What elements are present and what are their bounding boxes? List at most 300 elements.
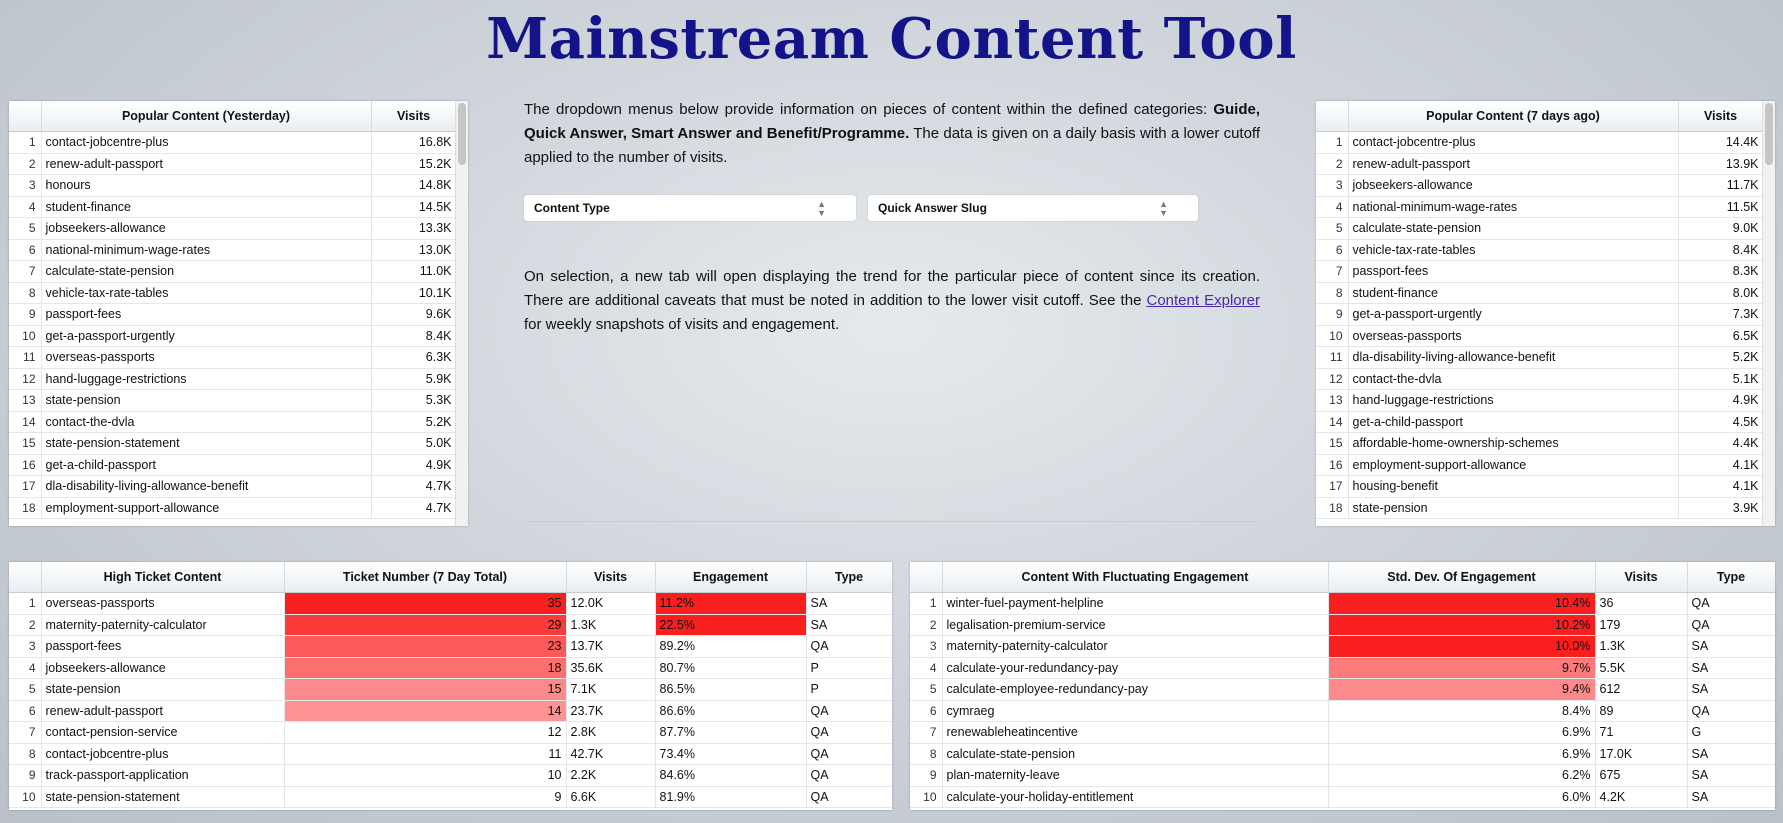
visits-value: 7.1K <box>566 679 655 701</box>
row-index: 10 <box>9 786 41 808</box>
popular-7days-table <box>1316 101 1764 519</box>
visits-value: 179 <box>1595 614 1687 636</box>
high-ticket-panel[interactable] <box>9 562 892 810</box>
visits-value: 71 <box>1595 722 1687 744</box>
note-part2: for weekly snapshots of visits and engagement. <box>524 316 840 333</box>
engagement-value: 87.7% <box>655 722 806 744</box>
visits-value: 11.5K <box>1678 196 1763 218</box>
std-dev-value: 6.9% <box>1328 743 1595 765</box>
content-slug[interactable]: contact-jobcentre-plus <box>41 132 371 154</box>
visits-value: 17.0K <box>1595 743 1687 765</box>
content-slug[interactable]: contact-the-dvla <box>41 411 371 433</box>
type-header[interactable]: Type <box>1687 562 1775 593</box>
visits-value: 9.6K <box>371 304 456 326</box>
visits-value: 3.9K <box>1678 497 1763 519</box>
table-row[interactable] <box>9 368 456 390</box>
row-index: 11 <box>1316 347 1348 369</box>
visits-header[interactable]: Visits <box>371 101 456 132</box>
std-dev-value: 10.0% <box>1328 636 1595 658</box>
visits-value: 35.6K <box>566 657 655 679</box>
type-value: SA <box>1687 743 1775 765</box>
content-slug[interactable]: hand-luggage-restrictions <box>1348 390 1678 412</box>
visits-value: 6.5K <box>1678 325 1763 347</box>
content-slug[interactable]: plan-maternity-leave <box>942 765 1328 787</box>
table-row[interactable] <box>9 497 456 519</box>
scrollbar[interactable] <box>1762 101 1775 526</box>
engagement-value: 89.2% <box>655 636 806 658</box>
type-value: QA <box>806 765 892 787</box>
intro-text <box>524 98 1260 170</box>
content-slug[interactable]: employment-support-allowance <box>1348 454 1678 476</box>
ticket-number: 35 <box>284 593 566 615</box>
row-index: 10 <box>9 325 41 347</box>
popular-yesterday-header[interactable]: Popular Content (Yesterday) <box>41 101 371 132</box>
table-row[interactable] <box>1316 325 1763 347</box>
row-index: 17 <box>1316 476 1348 498</box>
content-slug[interactable]: get-a-passport-urgently <box>41 325 371 347</box>
table-row[interactable] <box>1316 411 1763 433</box>
table-row[interactable] <box>9 261 456 283</box>
row-index: 9 <box>9 304 41 326</box>
row-index: 10 <box>910 786 942 808</box>
row-index: 9 <box>910 765 942 787</box>
scroll-thumb[interactable] <box>1765 103 1773 165</box>
type-value: SA <box>1687 765 1775 787</box>
content-slug[interactable]: honours <box>41 175 371 197</box>
content-slug[interactable]: get-a-child-passport <box>41 454 371 476</box>
content-slug[interactable]: student-finance <box>1348 282 1678 304</box>
row-index: 8 <box>1316 282 1348 304</box>
row-index: 3 <box>9 175 41 197</box>
engagement-value: 86.6% <box>655 700 806 722</box>
content-slug[interactable]: jobseekers-allowance <box>41 657 284 679</box>
row-index: 8 <box>910 743 942 765</box>
visits-value: 11.0K <box>371 261 456 283</box>
content-slug[interactable]: get-a-passport-urgently <box>1348 304 1678 326</box>
visits-header[interactable]: Visits <box>566 562 655 593</box>
row-index: 5 <box>1316 218 1348 240</box>
content-slug[interactable]: contact-jobcentre-plus <box>1348 132 1678 154</box>
visits-value: 7.3K <box>1678 304 1763 326</box>
visits-value: 8.0K <box>1678 282 1763 304</box>
divider <box>524 521 1260 522</box>
row-index: 2 <box>910 614 942 636</box>
std-dev-value: 10.2% <box>1328 614 1595 636</box>
visits-value: 6.3K <box>371 347 456 369</box>
type-value: SA <box>806 614 892 636</box>
engagement-header[interactable]: Engagement <box>655 562 806 593</box>
visits-value: 13.0K <box>371 239 456 261</box>
visits-value: 14.8K <box>371 175 456 197</box>
content-slug[interactable]: calculate-state-pension <box>1348 218 1678 240</box>
visits-value: 9.0K <box>1678 218 1763 240</box>
content-slug[interactable]: renew-adult-passport <box>41 153 371 175</box>
visits-value: 5.5K <box>1595 657 1687 679</box>
table-row[interactable] <box>910 765 1775 787</box>
content-slug[interactable]: hand-luggage-restrictions <box>41 368 371 390</box>
high-ticket-table <box>9 562 892 808</box>
content-explorer-link[interactable]: Content Explorer <box>1146 292 1260 309</box>
table-row[interactable] <box>9 239 456 261</box>
visits-value: 5.0K <box>371 433 456 455</box>
content-slug[interactable]: housing-benefit <box>1348 476 1678 498</box>
content-slug[interactable]: winter-fuel-payment-helpline <box>942 593 1328 615</box>
type-value: QA <box>806 743 892 765</box>
table-row[interactable] <box>1316 368 1763 390</box>
row-index: 15 <box>1316 433 1348 455</box>
table-row[interactable] <box>9 347 456 369</box>
content-slug[interactable]: state-pension-statement <box>41 433 371 455</box>
table-row[interactable] <box>1316 175 1763 197</box>
visits-value: 4.5K <box>1678 411 1763 433</box>
content-slug[interactable]: calculate-your-holiday-entitlement <box>942 786 1328 808</box>
content-slug[interactable]: vehicle-tax-rate-tables <box>1348 239 1678 261</box>
popular-yesterday-table <box>9 101 457 519</box>
slug-value: Quick Answer Slug <box>878 201 987 215</box>
visits-value: 4.7K <box>371 476 456 498</box>
table-row[interactable] <box>1316 282 1763 304</box>
content-slug[interactable]: contact-pension-service <box>41 722 284 744</box>
table-row[interactable] <box>1316 347 1763 369</box>
content-slug[interactable]: renew-adult-passport <box>1348 153 1678 175</box>
visits-value: 11.7K <box>1678 175 1763 197</box>
row-index: 14 <box>9 411 41 433</box>
visits-value: 5.2K <box>1678 347 1763 369</box>
ticket-number: 14 <box>284 700 566 722</box>
table-row[interactable] <box>1316 153 1763 175</box>
visits-value: 13.3K <box>371 218 456 240</box>
content-slug[interactable]: track-passport-application <box>41 765 284 787</box>
content-slug[interactable]: calculate-employee-redundancy-pay <box>942 679 1328 701</box>
content-slug[interactable]: vehicle-tax-rate-tables <box>41 282 371 304</box>
type-value: SA <box>1687 636 1775 658</box>
row-index: 6 <box>1316 239 1348 261</box>
table-row[interactable] <box>9 700 892 722</box>
type-value: QA <box>1687 700 1775 722</box>
content-type-value: Content Type <box>534 201 610 215</box>
row-index: 4 <box>9 657 41 679</box>
visits-value: 16.8K <box>371 132 456 154</box>
engagement-value: 11.2% <box>655 593 806 615</box>
index-header <box>910 562 942 593</box>
intro-part2: The data is given on a daily basis with a lower cutoff applied to the number of visits. <box>524 125 1260 166</box>
visits-value: 4.1K <box>1678 454 1763 476</box>
engagement-value: 80.7% <box>655 657 806 679</box>
std-dev-header[interactable]: Std. Dev. Of Engagement <box>1328 562 1595 593</box>
table-row[interactable] <box>9 476 456 498</box>
content-slug[interactable]: contact-jobcentre-plus <box>41 743 284 765</box>
visits-header[interactable]: Visits <box>1595 562 1687 593</box>
table-row[interactable] <box>910 786 1775 808</box>
table-row[interactable] <box>9 454 456 476</box>
table-row[interactable] <box>9 657 892 679</box>
ticket-number: 9 <box>284 786 566 808</box>
table-row[interactable] <box>9 411 456 433</box>
table-row[interactable] <box>9 282 456 304</box>
row-index: 3 <box>1316 175 1348 197</box>
table-row[interactable] <box>910 743 1775 765</box>
table-row[interactable] <box>910 636 1775 658</box>
content-slug[interactable]: contact-the-dvla <box>1348 368 1678 390</box>
row-index: 14 <box>1316 411 1348 433</box>
table-row[interactable] <box>1316 261 1763 283</box>
table-row[interactable] <box>9 196 456 218</box>
visits-value: 5.1K <box>1678 368 1763 390</box>
type-value: SA <box>1687 679 1775 701</box>
table-row[interactable] <box>9 325 456 347</box>
row-index: 7 <box>910 722 942 744</box>
type-value: QA <box>806 636 892 658</box>
table-row[interactable] <box>1316 218 1763 240</box>
table-row[interactable] <box>1316 132 1763 154</box>
ticket-number: 23 <box>284 636 566 658</box>
table-row[interactable] <box>1316 476 1763 498</box>
row-index: 2 <box>9 153 41 175</box>
table-row[interactable] <box>9 390 456 412</box>
scrollbar[interactable] <box>455 101 468 526</box>
row-index: 18 <box>9 497 41 519</box>
visits-value: 12.0K <box>566 593 655 615</box>
content-slug[interactable]: overseas-passports <box>41 593 284 615</box>
visits-header[interactable]: Visits <box>1678 101 1763 132</box>
row-index: 1 <box>9 593 41 615</box>
row-index: 16 <box>1316 454 1348 476</box>
visits-value: 13.7K <box>566 636 655 658</box>
row-index: 2 <box>1316 153 1348 175</box>
row-index: 1 <box>9 132 41 154</box>
std-dev-value: 9.7% <box>1328 657 1595 679</box>
row-index: 7 <box>9 261 41 283</box>
content-slug[interactable]: state-pension <box>41 679 284 701</box>
std-dev-value: 6.9% <box>1328 722 1595 744</box>
content-slug[interactable]: overseas-passports <box>1348 325 1678 347</box>
type-value: SA <box>1687 657 1775 679</box>
visits-value: 10.1K <box>371 282 456 304</box>
row-index: 12 <box>1316 368 1348 390</box>
visits-value: 4.7K <box>371 497 456 519</box>
popular-7days-header[interactable]: Popular Content (7 days ago) <box>1348 101 1678 132</box>
table-row[interactable] <box>9 132 456 154</box>
table-row[interactable] <box>1316 196 1763 218</box>
ticket-number: 10 <box>284 765 566 787</box>
row-index: 7 <box>1316 261 1348 283</box>
content-slug[interactable]: passport-fees <box>41 304 371 326</box>
content-slug[interactable]: calculate-state-pension <box>41 261 371 283</box>
fluctuating-header[interactable]: Content With Fluctuating Engagement <box>942 562 1328 593</box>
row-index: 16 <box>9 454 41 476</box>
content-slug[interactable]: state-pension <box>1348 497 1678 519</box>
content-slug[interactable]: passport-fees <box>1348 261 1678 283</box>
high-ticket-header[interactable]: High Ticket Content <box>41 562 284 593</box>
fluctuating-panel[interactable] <box>910 562 1775 810</box>
quick-answer-slug-select[interactable] <box>868 195 1198 221</box>
scroll-thumb[interactable] <box>458 103 466 165</box>
popular-yesterday-panel[interactable] <box>9 101 468 526</box>
content-slug[interactable]: get-a-child-passport <box>1348 411 1678 433</box>
table-row[interactable] <box>910 679 1775 701</box>
ticket-number: 12 <box>284 722 566 744</box>
table-row[interactable] <box>910 593 1775 615</box>
table-row[interactable] <box>9 593 892 615</box>
visits-value: 4.1K <box>1678 476 1763 498</box>
ticket-number-header[interactable]: Ticket Number (7 Day Total) <box>284 562 566 593</box>
type-value: SA <box>806 593 892 615</box>
visits-value: 1.3K <box>1595 636 1687 658</box>
table-row[interactable] <box>1316 433 1763 455</box>
row-index: 13 <box>9 390 41 412</box>
row-index: 3 <box>9 636 41 658</box>
visits-value: 89 <box>1595 700 1687 722</box>
content-slug[interactable]: legalisation-premium-service <box>942 614 1328 636</box>
row-index: 6 <box>9 239 41 261</box>
content-slug[interactable]: cymraeg <box>942 700 1328 722</box>
visits-value: 2.8K <box>566 722 655 744</box>
content-slug[interactable]: calculate-your-redundancy-pay <box>942 657 1328 679</box>
visits-value: 5.3K <box>371 390 456 412</box>
type-value: P <box>806 657 892 679</box>
table-row[interactable] <box>910 657 1775 679</box>
select-arrows-icon: ▲ ▼ <box>817 199 826 218</box>
content-slug[interactable]: state-pension <box>41 390 371 412</box>
row-index: 4 <box>9 196 41 218</box>
row-index: 1 <box>1316 132 1348 154</box>
row-index: 6 <box>910 700 942 722</box>
table-row[interactable] <box>9 304 456 326</box>
content-slug[interactable]: student-finance <box>41 196 371 218</box>
content-slug[interactable]: renewableheatincentive <box>942 722 1328 744</box>
table-row[interactable] <box>9 433 456 455</box>
engagement-value: 84.6% <box>655 765 806 787</box>
engagement-value: 86.5% <box>655 679 806 701</box>
visits-value: 1.3K <box>566 614 655 636</box>
index-header <box>1316 101 1348 132</box>
row-index: 5 <box>9 679 41 701</box>
content-slug[interactable]: calculate-state-pension <box>942 743 1328 765</box>
row-index: 11 <box>9 347 41 369</box>
type-value: G <box>1687 722 1775 744</box>
page-title: Mainstream Content Tool <box>486 6 1297 72</box>
visits-value: 4.4K <box>1678 433 1763 455</box>
visits-value: 13.9K <box>1678 153 1763 175</box>
content-slug[interactable]: dla-disability-living-allowance-benefit <box>1348 347 1678 369</box>
table-row[interactable] <box>9 679 892 701</box>
std-dev-value: 8.4% <box>1328 700 1595 722</box>
select-arrows-icon: ▲ ▼ <box>1159 199 1168 218</box>
std-dev-value: 9.4% <box>1328 679 1595 701</box>
visits-value: 675 <box>1595 765 1687 787</box>
row-index: 2 <box>9 614 41 636</box>
type-value: QA <box>1687 593 1775 615</box>
table-row[interactable] <box>9 614 892 636</box>
content-slug[interactable]: renew-adult-passport <box>41 700 284 722</box>
content-slug[interactable]: maternity-paternity-calculator <box>41 614 284 636</box>
type-value: QA <box>806 786 892 808</box>
index-header <box>9 101 41 132</box>
type-value: SA <box>1687 786 1775 808</box>
table-row[interactable] <box>9 765 892 787</box>
row-index: 18 <box>1316 497 1348 519</box>
table-row[interactable] <box>9 722 892 744</box>
table-row[interactable] <box>9 786 892 808</box>
table-row[interactable] <box>9 636 892 658</box>
table-row[interactable] <box>1316 304 1763 326</box>
row-index: 5 <box>9 218 41 240</box>
content-slug[interactable]: dla-disability-living-allowance-benefit <box>41 476 371 498</box>
row-index: 1 <box>910 593 942 615</box>
ticket-number: 11 <box>284 743 566 765</box>
content-slug[interactable]: national-minimum-wage-rates <box>41 239 371 261</box>
row-index: 17 <box>9 476 41 498</box>
ticket-number: 29 <box>284 614 566 636</box>
table-row[interactable] <box>910 614 1775 636</box>
row-index: 4 <box>1316 196 1348 218</box>
table-row[interactable] <box>9 218 456 240</box>
type-value: P <box>806 679 892 701</box>
row-index: 8 <box>9 282 41 304</box>
content-slug[interactable]: jobseekers-allowance <box>1348 175 1678 197</box>
row-index: 8 <box>9 743 41 765</box>
table-row[interactable] <box>1316 390 1763 412</box>
content-type-select[interactable] <box>524 195 856 221</box>
visits-value: 8.4K <box>371 325 456 347</box>
visits-value: 4.2K <box>1595 786 1687 808</box>
table-row[interactable] <box>9 743 892 765</box>
table-row[interactable] <box>910 722 1775 744</box>
content-slug[interactable]: passport-fees <box>41 636 284 658</box>
content-slug[interactable]: state-pension-statement <box>41 786 284 808</box>
row-index: 9 <box>1316 304 1348 326</box>
content-slug[interactable]: overseas-passports <box>41 347 371 369</box>
visits-value: 6.6K <box>566 786 655 808</box>
ticket-number: 15 <box>284 679 566 701</box>
row-index: 5 <box>910 679 942 701</box>
popular-7days-panel[interactable] <box>1316 101 1775 526</box>
type-value: QA <box>1687 614 1775 636</box>
visits-value: 8.3K <box>1678 261 1763 283</box>
row-index: 10 <box>1316 325 1348 347</box>
row-index: 12 <box>9 368 41 390</box>
std-dev-value: 6.2% <box>1328 765 1595 787</box>
engagement-value: 22.5% <box>655 614 806 636</box>
type-value: QA <box>806 700 892 722</box>
row-index: 6 <box>9 700 41 722</box>
visits-value: 4.9K <box>371 454 456 476</box>
visits-value: 2.2K <box>566 765 655 787</box>
table-row[interactable] <box>1316 454 1763 476</box>
table-row[interactable] <box>1316 239 1763 261</box>
visits-value: 14.4K <box>1678 132 1763 154</box>
note-text <box>524 265 1260 337</box>
content-slug[interactable]: affordable-home-ownership-schemes <box>1348 433 1678 455</box>
table-row[interactable] <box>910 700 1775 722</box>
type-value: QA <box>806 722 892 744</box>
table-row[interactable] <box>9 175 456 197</box>
content-slug[interactable]: employment-support-allowance <box>41 497 371 519</box>
row-index: 9 <box>9 765 41 787</box>
type-header[interactable]: Type <box>806 562 892 593</box>
visits-value: 23.7K <box>566 700 655 722</box>
content-slug[interactable]: maternity-paternity-calculator <box>942 636 1328 658</box>
table-row[interactable] <box>1316 497 1763 519</box>
table-row[interactable] <box>9 153 456 175</box>
visits-value: 5.9K <box>371 368 456 390</box>
fluctuating-table <box>910 562 1775 808</box>
intro-categories: Guide, Quick Answer, Smart Answer and Benefit/Programme. <box>524 101 1260 142</box>
visits-value: 36 <box>1595 593 1687 615</box>
engagement-value: 81.9% <box>655 786 806 808</box>
content-slug[interactable]: jobseekers-allowance <box>41 218 371 240</box>
content-slug[interactable]: national-minimum-wage-rates <box>1348 196 1678 218</box>
